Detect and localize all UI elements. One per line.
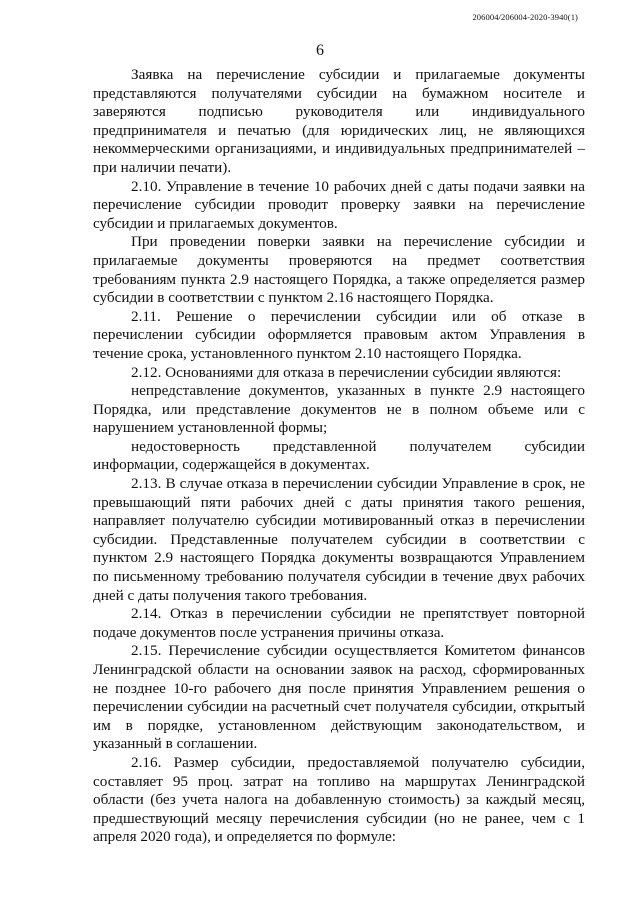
page-number: 6 (316, 42, 324, 59)
paragraph-2-13: 2.13. В случае отказа в перечислении субсидии Управление в срок, не превышающий пяти рабочих дней с даты принятия такого решения, направляет получателю субсидии мотивированный отказ в перечислении субсидии. Представленные получателем субсидии в соответствии с пунктом 2.9 настоящего Порядка документы возвращаются Управлением по письменному требованию получателя субсидии в течение двух рабочих дней с даты получения такого требования. (93, 475, 585, 604)
document-body (93, 66, 585, 847)
paragraph-2-11: 2.11. Решение о перечислении субсидии или об отказе в перечислении субсидии оформляется правовым актом Управления в течение срока, установленного пунктом 2.10 настоящего Порядка. (93, 307, 585, 362)
paragraph-2-15: 2.15. Перечисление субсидии осуществляется Комитетом финансов Ленинградской области на основании заявок на расход, сформированных не позднее 10-го рабочего дня после принятия Управлением решения о перечислении субсидии на расчетный счет получателя субсидии, открытый им в порядке, установленном действующим законодательством, и указанный в соглашении. (93, 642, 585, 753)
paragraph-2-14: 2.14. Отказ в перечислении субсидии не препятствует повторной подаче документов после устранения причины отказа. (93, 605, 585, 641)
paragraph-refusal-reason-2: недостоверность представленной получателем субсидии информации, содержащейся в документах. (93, 437, 585, 474)
paragraph-verification: При проведении поверки заявки на перечисление субсидии и прилагаемые документы проверяются на предмет соответствия требованиям пункта 2.9 настоящего Порядка, а также определяется размер субсидии в соответствии с пунктом 2.16 настоящего Порядка. (93, 233, 585, 307)
paragraph-application-docs: Заявка на перечисление субсидии и прилагаемые документы представляются получателями субсидии на бумажном носителе и заверяются подписью руководителя или индивидуального предпринимателя и печатью (для юридических лиц, не являющихся некоммерческими организациями, и индивидуальных предпринимателей – при наличии печати). (93, 66, 585, 176)
paragraph-refusal-reason-1: непредставление документов, указанных в пункте 2.9 настоящего Порядка, или представление документов не в полном объеме или с нарушением установленной формы; (93, 382, 585, 437)
paragraph-2-12: 2.12. Основаниями для отказа в перечислении субсидии являются: (131, 363, 562, 381)
paragraph-2-10: 2.10. Управление в течение 10 рабочих дней с даты подачи заявки на перечисление субсидии проводит проверку заявки на перечисление субсидии и прилагаемых документов. (93, 177, 585, 232)
paragraph-2-16: 2.16. Размер субсидии, предоставляемой получателю субсидии, составляет 95 проц. затрат на топливо на маршрутах Ленинградской области (без учета налога на добавленную стоимость) за каждый месяц, предшествующий месяцу перечисления субсидии (но не ранее, чем с 1 апреля 2020 года), и определяется по формуле: (93, 753, 585, 846)
document-registration-number: 206004/206004-2020-3940(1) (472, 12, 578, 22)
